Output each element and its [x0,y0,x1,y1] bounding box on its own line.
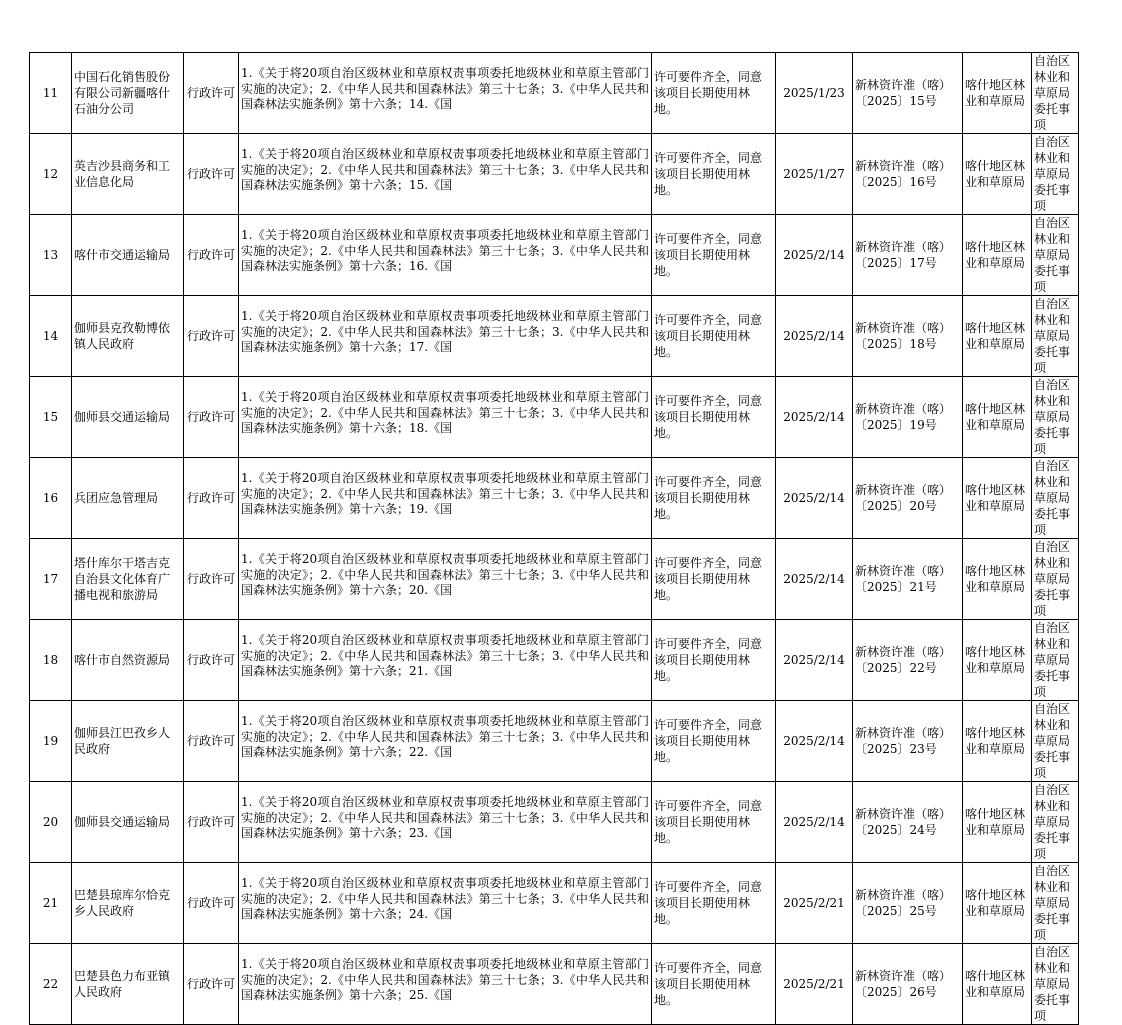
remark-cell: 自治区林业和草原局委托事项 [1032,134,1079,215]
decision-date-cell: 2025/2/14 [776,539,853,620]
decision-cell: 许可要件齐全，同意该项目长期使用林地。 [652,620,776,701]
row-number-cell: 21 [30,863,72,944]
row-number-cell: 16 [30,458,72,539]
legal-basis-cell [239,458,652,539]
decision-cell: 许可要件齐全，同意该项目长期使用林地。 [652,782,776,863]
row-number-cell: 22 [30,944,72,1025]
issuing-authority-cell: 喀什地区林业和草原局 [963,134,1032,215]
applicant-cell: 中国石化销售股份有限公司新疆喀什石油分公司 [72,53,184,134]
permit-type-cell: 行政许可 [184,458,239,539]
legal-basis-cell [239,296,652,377]
legal-basis-cell [239,215,652,296]
legal-basis-cell [239,620,652,701]
applicant-cell: 伽师县江巴孜乡人民政府 [72,701,184,782]
row-number-cell: 20 [30,782,72,863]
permit-type-cell: 行政许可 [184,215,239,296]
legal-basis-text: 1.《关于将20项自治区级林业和草原权责事项委托地级林业和草原主管部门实施的决定》；2.《中华人民共和国森林法》第三十七条；3.《中华人民共和国森林法实施条例》第十六条；24.《国 [241,876,649,921]
issuing-authority-cell: 喀什地区林业和草原局 [963,620,1032,701]
remark-cell: 自治区林业和草原局委托事项 [1032,782,1079,863]
table-body [30,53,1079,1025]
document-number-cell: 新林资许准（喀）〔2025〕26号 [853,944,963,1025]
table-row [30,863,1079,944]
table-row [30,701,1079,782]
legal-basis-cell [239,701,652,782]
decision-date-cell: 2025/2/14 [776,458,853,539]
legal-basis-cell [239,782,652,863]
row-number-cell: 13 [30,215,72,296]
document-number-cell: 新林资许准（喀）〔2025〕18号 [853,296,963,377]
applicant-cell: 英吉沙县商务和工业信息化局 [72,134,184,215]
issuing-authority-cell: 喀什地区林业和草原局 [963,296,1032,377]
permit-type-cell: 行政许可 [184,539,239,620]
permit-type-cell: 行政许可 [184,620,239,701]
issuing-authority-cell: 喀什地区林业和草原局 [963,944,1032,1025]
applicant-cell: 伽师县交通运输局 [72,377,184,458]
decision-date-cell: 2025/2/14 [776,701,853,782]
issuing-authority-cell: 喀什地区林业和草原局 [963,701,1032,782]
issuing-authority-cell: 喀什地区林业和草原局 [963,53,1032,134]
table-row [30,134,1079,215]
remark-cell: 自治区林业和草原局委托事项 [1032,53,1079,134]
decision-date-cell: 2025/2/21 [776,944,853,1025]
legal-basis-cell [239,53,652,134]
issuing-authority-cell: 喀什地区林业和草原局 [963,782,1032,863]
document-number-cell: 新林资许准（喀）〔2025〕22号 [853,620,963,701]
table-row [30,215,1079,296]
issuing-authority-cell: 喀什地区林业和草原局 [963,863,1032,944]
document-number-cell: 新林资许准（喀）〔2025〕25号 [853,863,963,944]
legal-basis-cell [239,539,652,620]
remark-cell: 自治区林业和草原局委托事项 [1032,296,1079,377]
applicant-cell: 伽师县克孜勒博依镇人民政府 [72,296,184,377]
document-number-cell: 新林资许准（喀）〔2025〕23号 [853,701,963,782]
permit-type-cell: 行政许可 [184,296,239,377]
legal-basis-text: 1.《关于将20项自治区级林业和草原权责事项委托地级林业和草原主管部门实施的决定》；2.《中华人民共和国森林法》第三十七条；3.《中华人民共和国森林法实施条例》第十六条；18.《国 [241,390,649,435]
remark-cell: 自治区林业和草原局委托事项 [1032,863,1079,944]
legal-basis-text: 1.《关于将20项自治区级林业和草原权责事项委托地级林业和草原主管部门实施的决定》；2.《中华人民共和国森林法》第三十七条；3.《中华人民共和国森林法实施条例》第十六条；20.《国 [241,552,649,597]
row-number-cell: 15 [30,377,72,458]
permit-type-cell: 行政许可 [184,134,239,215]
applicant-cell: 兵团应急管理局 [72,458,184,539]
document-number-cell: 新林资许准（喀）〔2025〕21号 [853,539,963,620]
legal-basis-text: 1.《关于将20项自治区级林业和草原权责事项委托地级林业和草原主管部门实施的决定》；2.《中华人民共和国森林法》第三十七条；3.《中华人民共和国森林法实施条例》第十六条；23.《国 [241,795,649,840]
legal-basis-cell [239,134,652,215]
document-number-cell: 新林资许准（喀）〔2025〕19号 [853,377,963,458]
row-number-cell: 14 [30,296,72,377]
decision-date-cell: 2025/2/14 [776,296,853,377]
applicant-cell: 喀什市自然资源局 [72,620,184,701]
applicant-cell: 巴楚县琼库尔恰克乡人民政府 [72,863,184,944]
legal-basis-text: 1.《关于将20项自治区级林业和草原权责事项委托地级林业和草原主管部门实施的决定》；2.《中华人民共和国森林法》第三十七条；3.《中华人民共和国森林法实施条例》第十六条；17.《国 [241,309,649,354]
legal-basis-cell [239,863,652,944]
applicant-cell: 巴楚县色力布亚镇人民政府 [72,944,184,1025]
legal-basis-text: 1.《关于将20项自治区级林业和草原权责事项委托地级林业和草原主管部门实施的决定》；2.《中华人民共和国森林法》第三十七条；3.《中华人民共和国森林法实施条例》第十六条；21.《国 [241,633,649,678]
decision-cell: 许可要件齐全，同意该项目长期使用林地。 [652,944,776,1025]
row-number-cell: 12 [30,134,72,215]
decision-cell: 许可要件齐全，同意该项目长期使用林地。 [652,377,776,458]
legal-basis-text: 1.《关于将20项自治区级林业和草原权责事项委托地级林业和草原主管部门实施的决定》；2.《中华人民共和国森林法》第三十七条；3.《中华人民共和国森林法实施条例》第十六条；14.《国 [241,66,649,111]
remark-cell: 自治区林业和草原局委托事项 [1032,215,1079,296]
decision-date-cell: 2025/2/14 [776,782,853,863]
table-row [30,620,1079,701]
row-number-cell: 18 [30,620,72,701]
issuing-authority-cell: 喀什地区林业和草原局 [963,458,1032,539]
table-row [30,539,1079,620]
decision-cell: 许可要件齐全，同意该项目长期使用林地。 [652,863,776,944]
decision-date-cell: 2025/2/21 [776,863,853,944]
document-number-cell: 新林资许准（喀）〔2025〕15号 [853,53,963,134]
table-row [30,782,1079,863]
permit-table [29,52,1079,1025]
document-number-cell: 新林资许准（喀）〔2025〕20号 [853,458,963,539]
permit-type-cell: 行政许可 [184,701,239,782]
document-number-cell: 新林资许准（喀）〔2025〕16号 [853,134,963,215]
permit-type-cell: 行政许可 [184,944,239,1025]
permit-type-cell: 行政许可 [184,782,239,863]
remark-cell: 自治区林业和草原局委托事项 [1032,539,1079,620]
permit-type-cell: 行政许可 [184,377,239,458]
row-number-cell: 11 [30,53,72,134]
legal-basis-cell [239,377,652,458]
remark-cell: 自治区林业和草原局委托事项 [1032,458,1079,539]
table-row [30,296,1079,377]
decision-cell: 许可要件齐全，同意该项目长期使用林地。 [652,53,776,134]
legal-basis-text: 1.《关于将20项自治区级林业和草原权责事项委托地级林业和草原主管部门实施的决定》；2.《中华人民共和国森林法》第三十七条；3.《中华人民共和国森林法实施条例》第十六条；19.《国 [241,471,649,516]
applicant-cell: 塔什库尔干塔吉克自治县文化体育广播电视和旅游局 [72,539,184,620]
decision-date-cell: 2025/2/14 [776,215,853,296]
issuing-authority-cell: 喀什地区林业和草原局 [963,377,1032,458]
decision-date-cell: 2025/1/27 [776,134,853,215]
remark-cell: 自治区林业和草原局委托事项 [1032,620,1079,701]
legal-basis-text: 1.《关于将20项自治区级林业和草原权责事项委托地级林业和草原主管部门实施的决定》；2.《中华人民共和国森林法》第三十七条；3.《中华人民共和国森林法实施条例》第十六条；22.《国 [241,714,649,759]
table-row [30,377,1079,458]
legal-basis-text: 1.《关于将20项自治区级林业和草原权责事项委托地级林业和草原主管部门实施的决定》；2.《中华人民共和国森林法》第三十七条；3.《中华人民共和国森林法实施条例》第十六条；25.《国 [241,957,649,1002]
remark-cell: 自治区林业和草原局委托事项 [1032,944,1079,1025]
remark-cell: 自治区林业和草原局委托事项 [1032,701,1079,782]
remark-cell: 自治区林业和草原局委托事项 [1032,377,1079,458]
decision-cell: 许可要件齐全，同意该项目长期使用林地。 [652,458,776,539]
decision-cell: 许可要件齐全，同意该项目长期使用林地。 [652,539,776,620]
document-number-cell: 新林资许准（喀）〔2025〕24号 [853,782,963,863]
row-number-cell: 19 [30,701,72,782]
permit-type-cell: 行政许可 [184,53,239,134]
decision-cell: 许可要件齐全，同意该项目长期使用林地。 [652,296,776,377]
legal-basis-cell [239,944,652,1025]
issuing-authority-cell: 喀什地区林业和草原局 [963,539,1032,620]
decision-date-cell: 2025/2/14 [776,620,853,701]
table-row [30,458,1079,539]
permit-type-cell: 行政许可 [184,863,239,944]
issuing-authority-cell: 喀什地区林业和草原局 [963,215,1032,296]
decision-date-cell: 2025/2/14 [776,377,853,458]
table-row [30,944,1079,1025]
decision-cell: 许可要件齐全，同意该项目长期使用林地。 [652,215,776,296]
decision-cell: 许可要件齐全，同意该项目长期使用林地。 [652,134,776,215]
applicant-cell: 伽师县交通运输局 [72,782,184,863]
legal-basis-text: 1.《关于将20项自治区级林业和草原权责事项委托地级林业和草原主管部门实施的决定》；2.《中华人民共和国森林法》第三十七条；3.《中华人民共和国森林法实施条例》第十六条；15.《国 [241,147,649,192]
row-number-cell: 17 [30,539,72,620]
table-row [30,53,1079,134]
legal-basis-text: 1.《关于将20项自治区级林业和草原权责事项委托地级林业和草原主管部门实施的决定》；2.《中华人民共和国森林法》第三十七条；3.《中华人民共和国森林法实施条例》第十六条；16.《国 [241,228,649,273]
applicant-cell: 喀什市交通运输局 [72,215,184,296]
document-number-cell: 新林资许准（喀）〔2025〕17号 [853,215,963,296]
decision-cell: 许可要件齐全，同意该项目长期使用林地。 [652,701,776,782]
decision-date-cell: 2025/1/23 [776,53,853,134]
